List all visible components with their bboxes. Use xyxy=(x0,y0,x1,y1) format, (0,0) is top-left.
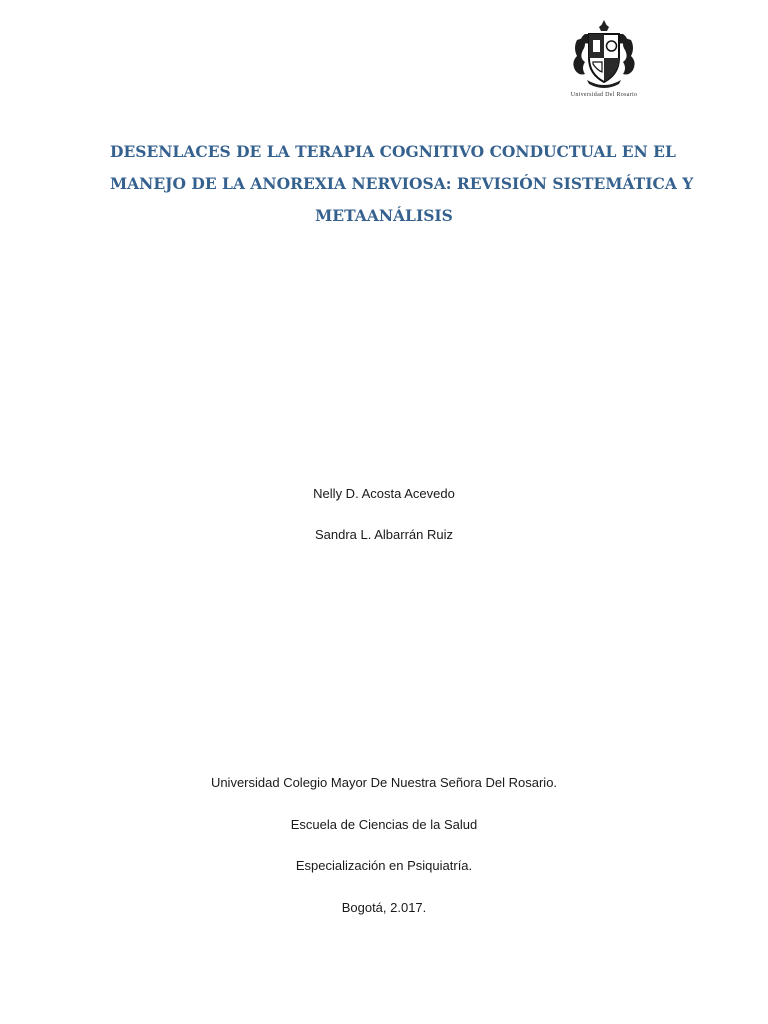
title-line: METAANÁLISIS xyxy=(315,206,453,225)
title-line: DESENLACES DE LA TERAPIA COGNITIVO CONDUCTUAL EN EL xyxy=(110,142,676,161)
document-title xyxy=(110,136,694,232)
title-line: MANEJO DE LA ANOREXIA NERVIOSA: REVISIÓN SISTEMÁTICA Y xyxy=(110,174,694,193)
place-date: Bogotá, 2.017. xyxy=(341,900,427,915)
university-crest-icon xyxy=(569,18,639,90)
author-name: Nelly D. Acosta Acevedo xyxy=(313,486,455,501)
logo-caption: Universidad Del Rosario xyxy=(570,92,638,98)
university-logo xyxy=(556,18,652,104)
school-name: Escuela de Ciencias de la Salud xyxy=(290,817,478,832)
program-name: Especialización en Psiquiatría. xyxy=(295,858,473,873)
author-name: Sandra L. Albarrán Ruiz xyxy=(314,527,454,542)
university-name: Universidad Colegio Mayor De Nuestra Señora Del Rosario. xyxy=(210,775,558,790)
